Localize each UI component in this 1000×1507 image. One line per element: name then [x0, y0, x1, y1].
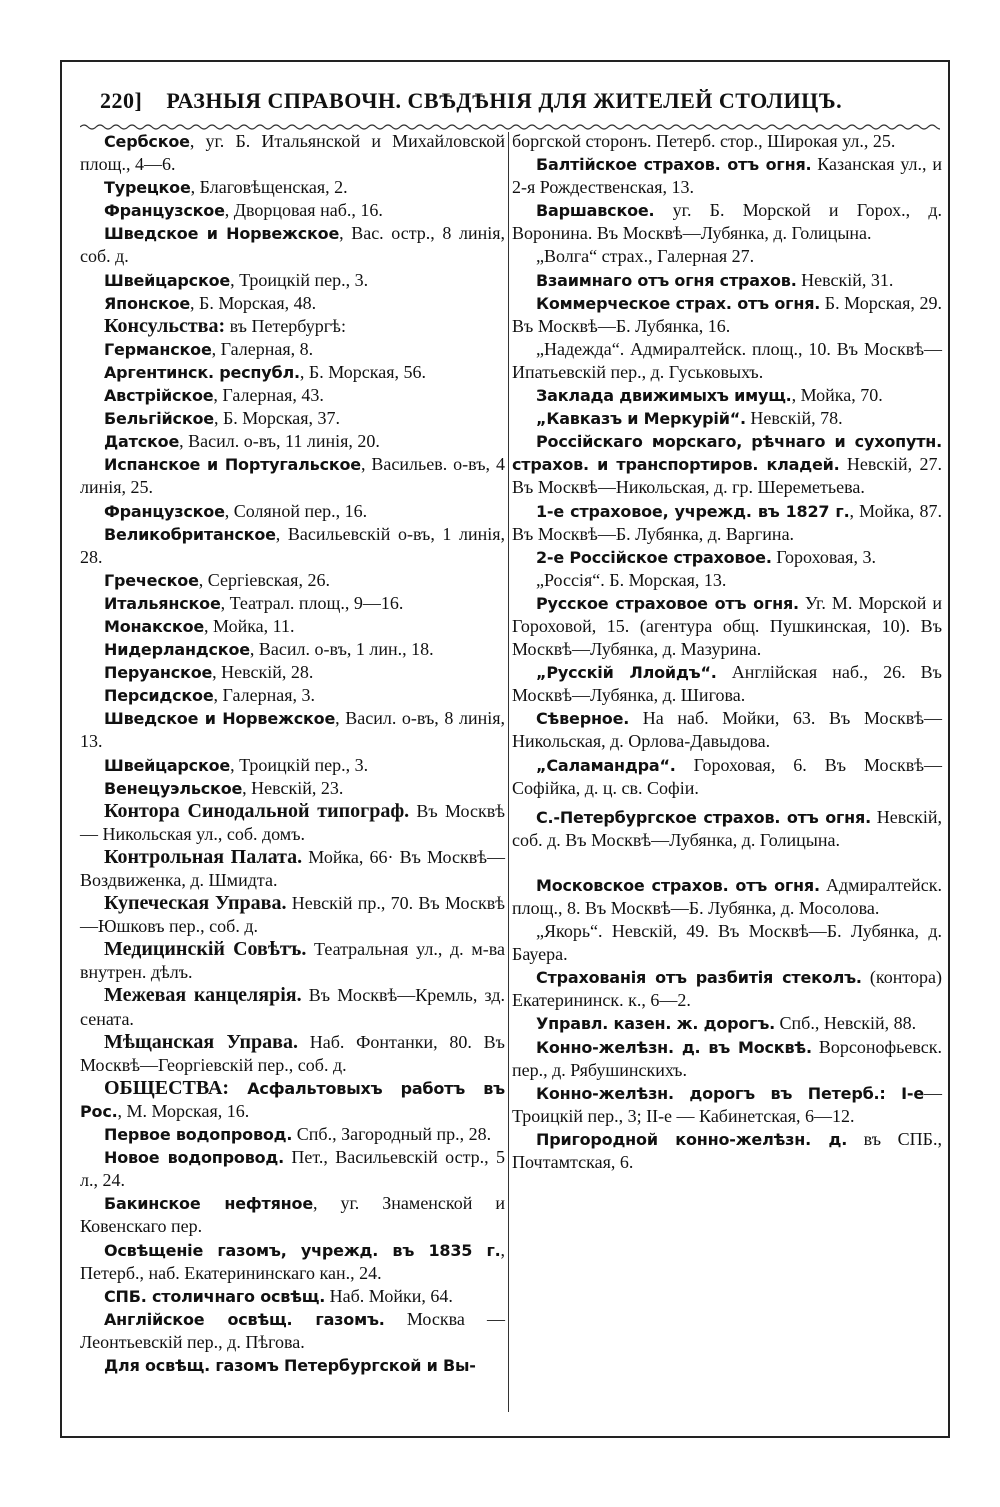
entry-name: Французское — [104, 201, 225, 221]
entry-name: Страхованія отъ разбитія стеколъ. — [536, 968, 862, 988]
directory-entry — [80, 800, 505, 846]
entry-name: Конно-желѣзн. дорогъ въ Петерб.: I-е — [536, 1083, 924, 1103]
entry-name: Первое водопровод. — [104, 1125, 293, 1145]
entry-address: , уг. Б. Итальянской и Михайловской площ., 4—6. — [80, 131, 505, 175]
entry-name: Перуанское — [104, 663, 213, 683]
entry-address: , Васильев. о-въ, 4 линія, 25. — [80, 454, 505, 498]
entry-name: Монакское — [104, 616, 205, 636]
entry-address: , Галерная, 8. — [211, 338, 314, 359]
entry-address: Театральная ул., д. м-ва внутрен. дѣлъ. — [80, 939, 506, 983]
entry-heading: Купеческая Управа. — [104, 892, 287, 915]
entry-name: Управл. казен. ж. дорогъ. — [536, 1014, 776, 1034]
entry-address: Гороховая, 6. Въ Москвѣ—Софійка, д. ц. св. Софіи. — [512, 754, 942, 798]
entry-address: „Россія“. Б. Морская, 13. — [536, 569, 727, 590]
left-column — [80, 130, 505, 1377]
entry-name: „Русскій Ллойдъ“. — [536, 663, 717, 683]
entry-address: , Галерная, 3. — [213, 685, 315, 706]
entry-address: , уг. Знаменской и Ковенскаго пер. — [80, 1193, 505, 1237]
entry-name: Шведское и Норвежское — [104, 224, 340, 244]
directory-entry — [80, 984, 505, 1030]
entry-address: боргской сторонъ. Петерб. стор., Широкая ул., 25. — [512, 131, 896, 151]
entry-name: Балтійское страхов. отъ огня. — [536, 155, 812, 175]
directory-entry — [80, 1031, 505, 1077]
entry-name: Пригородной конно-желѣзн. д. — [536, 1129, 848, 1149]
directory-entry — [80, 615, 505, 638]
entry-address: , Васил. о-въ, 11 линія, 20. — [179, 431, 380, 452]
entry-address: Уг. М. Морской и Гороховой, 15. (агентура общ. Пушкинская, 10). Въ Москвѣ—Лубянка, д. Мазурина. — [512, 592, 942, 660]
directory-entry — [80, 684, 505, 707]
entry-heading: Межевая канцелярія. — [104, 984, 302, 1007]
entry-name: Конно-желѣзн. д. въ Москвѣ. — [536, 1037, 812, 1057]
entry-address: Въ Москвѣ — Никольская ул., соб. домъ. — [80, 800, 505, 844]
directory-entry — [512, 966, 942, 1012]
entry-address: , Б. Морская, 48. — [190, 292, 317, 313]
entry-address: Ворсонофьевск. пер., д. Рябушинскихъ. — [512, 1036, 943, 1080]
entry-address: Наб. Фонтанки, 80. Въ Москвѣ—Георгіевскій пер., соб. д. — [80, 1031, 505, 1075]
entry-address: въ СПБ., Почтамтская, 6. — [512, 1128, 942, 1173]
directory-entry — [80, 707, 505, 753]
entry-address: , Петерб., наб. Екатерининскаго кан., 24. — [80, 1239, 505, 1283]
directory-entry — [512, 269, 942, 292]
directory-entry — [80, 361, 505, 384]
directory-entry — [80, 453, 505, 499]
directory-entry — [80, 500, 505, 523]
directory-entry — [512, 384, 942, 407]
entry-heading: Мѣщанская Управа. — [104, 1030, 298, 1053]
entry-address: Невскій пр., 70. Въ Москвѣ—Юшковъ пер., соб. д. — [80, 893, 505, 937]
directory-entry — [80, 292, 505, 315]
entry-name: Швейцарское — [104, 755, 231, 775]
entry-name: Швейцарское — [104, 270, 231, 290]
entry-name: Турецкое — [104, 178, 191, 198]
directory-entry — [512, 153, 942, 199]
entry-address: Невскій, 78. — [745, 408, 843, 429]
directory-entry — [80, 199, 505, 222]
entry-address: Гороховая, 3. — [771, 546, 876, 567]
entry-address: „Надежда“. Адмиралтейск. площ., 10. Въ Москвѣ—Ипатьевскій пер., д. Гуськовыхъ. — [512, 338, 942, 382]
entry-address: —Троицкій пер., 3; II-е — Кабинетская, 6—12. — [512, 1082, 942, 1126]
directory-entry — [80, 754, 505, 777]
directory-entry — [80, 1192, 505, 1238]
entry-name: Новое водопровод. — [104, 1148, 285, 1168]
directory-entry — [512, 592, 942, 661]
directory-entry — [512, 407, 942, 430]
entry-address: (контора) Екатерининск. к., 6—2. — [512, 967, 942, 1011]
entry-address: , Троицкій пер., 3. — [230, 754, 369, 775]
entry-address: , Мойка, 11. — [204, 615, 295, 636]
entry-address: , Соляной пер., 16. — [224, 500, 368, 521]
entry-name: Варшавское. — [536, 201, 655, 221]
directory-entry — [80, 661, 505, 684]
directory-entry — [512, 199, 942, 245]
entry-heading: Консульства: — [104, 314, 226, 337]
entry-address: Англійская наб., 26. Въ Москвѣ—Лубянка, д. Шигова. — [512, 662, 942, 706]
entry-address: Мойка, 66· Въ Москвѣ—Воздвиженка, д. Шмидта. — [80, 846, 505, 890]
entry-address: Въ Москвѣ—Кремль, зд. сената. — [80, 985, 505, 1029]
entry-address: Б. Морская, 29. Въ Москвѣ—Б. Лубянка, 16. — [512, 292, 943, 336]
directory-entry — [80, 1239, 505, 1285]
entry-name: Венецуэльское — [104, 778, 243, 798]
entry-address: , Вас. остр., 8 линія, соб. д. — [80, 223, 505, 267]
entry-name: Германское — [104, 339, 212, 359]
directory-entry — [80, 315, 505, 338]
entry-name: С.-Петербургское страхов. отъ огня. — [536, 807, 871, 827]
entry-name: 2-е Россійское страховое. — [536, 547, 772, 567]
directory-entry — [80, 938, 505, 984]
entry-address: , Васильевскій о-въ, 1 линія, 28. — [80, 523, 505, 567]
directory-entry — [512, 920, 942, 966]
directory-entry — [512, 430, 942, 499]
directory-entry — [80, 1308, 505, 1354]
entry-name: Московское страхов. отъ огня. — [536, 875, 820, 895]
entry-address: уг. Б. Морской и Горох., д. Воронина. Въ Москвѣ—Лубянка, д. Голицына. — [512, 200, 942, 244]
entry-name: Асфальтовыхъ работъ въ Рос. — [80, 1078, 505, 1121]
entry-name: Бакинское нефтяное — [104, 1194, 313, 1214]
directory-entry — [512, 754, 942, 800]
entry-heading: Контрольная Палата. — [104, 845, 303, 868]
entry-name: Взаимнаго отъ огня страхов. — [536, 270, 797, 290]
entry-name: СПБ. столичнаго освѣщ. — [104, 1286, 326, 1306]
entry-name: Испанское и Португальское — [104, 455, 361, 475]
entry-name: Великобританское — [104, 524, 276, 544]
entry-address: Невскій, 27. Въ Москвѣ—Никольская, д. гр. Шереметьева. — [512, 454, 943, 498]
entry-name: Сербское — [104, 132, 190, 151]
entry-address: , Дворцовая наб., 16. — [224, 200, 383, 221]
directory-entry — [512, 1036, 942, 1082]
entry-name: Заклада движимыхъ имущ. — [536, 386, 792, 406]
entry-name: 1-е страховое, учрежд. въ 1827 г. — [536, 501, 850, 521]
entry-name: Аргентинск. республ. — [104, 362, 300, 382]
directory-entry — [512, 1128, 942, 1174]
directory-entry — [80, 222, 505, 268]
entry-address: , Б. Морская, 56. — [299, 361, 427, 382]
directory-entry — [512, 500, 942, 546]
directory-entry — [80, 1123, 505, 1146]
entry-address: , Невскій, 23. — [242, 777, 344, 798]
directory-entry — [80, 1354, 505, 1377]
entry-address: , Мойка, 87. Въ Москвѣ—Б. Лубянка, д. Варгина. — [512, 500, 942, 544]
directory-entry — [512, 661, 942, 707]
directory-entry — [512, 130, 942, 153]
entry-address: Адмиралтейск. площ., 8. Въ Москвѣ—Б. Лубянка, д. Мосолова. — [512, 874, 942, 918]
entry-name: „Кавказъ и Меркурій“. — [536, 409, 746, 429]
entry-address: Москва — Леонтьевскій пер., д. Пѣгова. — [80, 1308, 505, 1352]
directory-entry — [80, 130, 505, 176]
entry-name: „Саламандра“. — [536, 755, 676, 775]
entry-name: Нидерландское — [104, 640, 250, 660]
entry-address: Казанская ул., и 2-я Рождественская, 13. — [512, 154, 942, 198]
directory-entry — [512, 707, 942, 753]
directory-entry — [80, 569, 505, 592]
entry-name: Для освѣщ. газомъ Петербургской и Вы- — [104, 1355, 476, 1375]
entry-heading: Контора Синодальной типограф. — [104, 799, 410, 822]
column-divider — [508, 132, 509, 1412]
directory-entry — [512, 569, 942, 592]
directory-entry — [80, 407, 505, 430]
entry-address: , Троицкій пер., 3. — [230, 269, 369, 290]
entry-name: Бельгійское — [104, 409, 214, 429]
entry-address: , Б. Морская, 37. — [213, 408, 341, 429]
entry-name: Коммерческое страх. отъ огня. — [536, 293, 821, 313]
entry-name: Итальянское — [104, 593, 221, 613]
entry-address: Спб., Невскій, 88. — [775, 1013, 917, 1034]
directory-entry — [512, 806, 942, 852]
entry-address: , М. Морская, 16. — [117, 1100, 250, 1121]
directory-entry — [80, 1285, 505, 1308]
directory-entry — [80, 846, 505, 892]
directory-entry — [80, 523, 505, 569]
entry-name: Освѣщеніе газомъ, учрежд. въ 1835 г. — [104, 1240, 501, 1260]
directory-entry — [512, 1082, 942, 1128]
directory-entry — [512, 338, 942, 384]
directory-entry — [80, 430, 505, 453]
directory-entry — [80, 269, 505, 292]
entry-heading: Медицинскій Совѣтъ. — [104, 938, 307, 961]
directory-entry — [512, 1012, 942, 1035]
entry-address: , Васил. о-въ, 8 линія, 13. — [80, 708, 505, 752]
entry-address: , Васил. о-въ, 1 лин., 18. — [249, 639, 434, 660]
entry-address: Наб. Мойки, 64. — [325, 1285, 453, 1306]
entry-name: Персидское — [104, 686, 214, 706]
directory-entry — [80, 638, 505, 661]
page-header — [100, 88, 860, 118]
entry-address: Спб., Загородный пр., 28. — [292, 1124, 492, 1145]
entry-address: , Мойка, 70. — [791, 385, 883, 406]
directory-entry — [80, 176, 505, 199]
entry-address: „Якорь“. Невскій, 49. Въ Москвѣ—Б. Лубянка, д. Бауера. — [512, 921, 942, 965]
entry-address: Пет., Васильевскій остр., 5 л., 24. — [80, 1147, 506, 1191]
entry-heading: ОБЩЕСТВА: — [104, 1076, 230, 1099]
entry-address: , Благовѣщенская, 2. — [190, 177, 348, 198]
directory-entry — [80, 592, 505, 615]
directory-entry — [80, 384, 505, 407]
running-title: РАЗНЫЯ СПРАВОЧН. СВѢДѢНІЯ ДЛЯ ЖИТЕЛЕЙ СТОЛИЦЪ. — [166, 88, 843, 113]
entry-address: , Невскій, 28. — [212, 662, 314, 683]
entry-address: въ Петербургѣ: — [225, 315, 346, 336]
directory-entry — [80, 892, 505, 938]
entry-name: Греческое — [104, 570, 199, 590]
entry-name: Русское страховое отъ огня. — [536, 593, 799, 613]
directory-entry — [512, 245, 942, 268]
directory-entry — [80, 777, 505, 800]
entry-name: Англійское освѣщ. газомъ. — [104, 1309, 385, 1329]
entry-address: Невскій, 31. — [796, 269, 894, 290]
directory-entry — [80, 1077, 505, 1123]
entry-address: „Волга“ страх., Галерная 27. — [536, 246, 755, 267]
page-number: 220] — [100, 88, 143, 113]
directory-entry — [80, 1146, 505, 1192]
entry-name: Японское — [104, 293, 191, 313]
entry-address: , Сергіевская, 26. — [198, 569, 330, 590]
entry-name: Россійскаго морскаго, рѣчнаго и сухопутн. страхов. и транспортиров. кладей. — [512, 432, 942, 475]
entry-name: Датское — [104, 432, 180, 452]
entry-address: Невскій, соб. д. Въ Москвѣ—Лубянка, д. Голицына. — [512, 806, 943, 850]
directory-entry — [512, 292, 942, 338]
directory-entry — [512, 874, 942, 920]
right-column — [512, 130, 942, 1174]
entry-name: Австрійское — [104, 386, 214, 406]
entry-name: Сѣверное. — [536, 709, 630, 729]
directory-entry — [80, 338, 505, 361]
entry-name: Французское — [104, 501, 225, 521]
entry-address: , Театрал. площ., 9—16. — [220, 592, 404, 613]
entry-address: На наб. Мойки, 63. Въ Москвѣ—Никольская, д. Орлова-Давыдова. — [512, 708, 942, 752]
directory-entry — [512, 546, 942, 569]
entry-address: , Галерная, 43. — [213, 385, 324, 406]
entry-name: Шведское и Норвежское — [104, 709, 336, 729]
